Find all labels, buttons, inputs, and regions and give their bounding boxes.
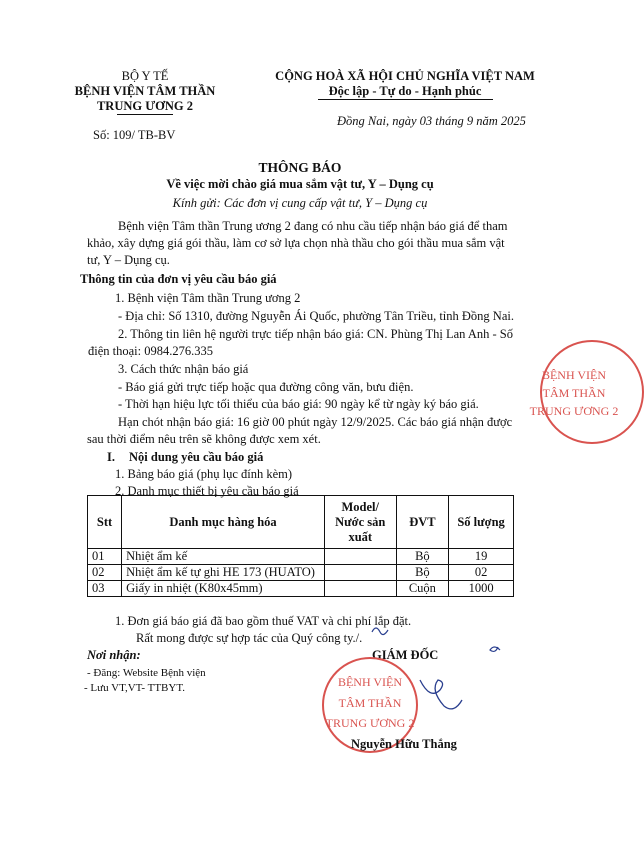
items-table	[87, 495, 514, 597]
request-item: 2. Danh mục thiết bị yêu cầu báo giá	[115, 484, 299, 498]
signer-name: Nguyễn Hữu Thắng	[351, 737, 457, 751]
cell-stt: 03	[88, 581, 122, 597]
table-row	[88, 549, 514, 565]
info-address: - Địa chỉ: Số 1310, đường Nguyễn Ái Quốc, phường Tân Triều, tỉnh Đồng Nai.	[118, 309, 514, 323]
header-right-rule	[318, 99, 493, 100]
header-left-rule	[117, 114, 173, 115]
cell-unit: Cuộn	[396, 581, 449, 597]
notice-title: THÔNG BÁO	[258, 160, 342, 175]
stamp-line: TÂM THẦN	[542, 386, 606, 400]
stamp-line: TÂM THẦN	[338, 696, 402, 710]
recipient-item: - Lưu VT,VT- TTBYT.	[84, 682, 185, 694]
edge-stamp	[529, 340, 644, 444]
header-unit: ĐVT	[396, 496, 449, 549]
cell-item: Nhiệt ẩm kế	[122, 549, 325, 565]
deadline-line: sau thời điểm nêu trên sẽ không được xem xét.	[87, 432, 321, 446]
intro-line: khảo, xây dựng giá gói thầu, làm cơ sở lựa chọn nhà thầu cho gói thầu mua sắm vật	[87, 236, 505, 250]
cell-item: Giấy in nhiệt (K80x45mm)	[122, 581, 325, 597]
cell-stt: 02	[88, 565, 122, 581]
request-item: 1. Bảng báo giá (phụ lục đính kèm)	[115, 467, 293, 481]
header-model-line: xuất	[348, 529, 373, 544]
notice-subject: Về việc mời chào giá mua sắm vật tư, Y – Dụng cụ	[166, 177, 434, 191]
header-model-line: Model/	[341, 499, 379, 514]
national-motto: Độc lập - Tự do - Hạnh phúc	[328, 84, 482, 98]
intro-line: Bệnh viện Tâm thần Trung ương 2 đang có nhu cầu tiếp nhận báo giá để tham	[118, 219, 508, 233]
stamp-line: BỆNH VIỆN	[541, 368, 607, 382]
table-header-row	[88, 496, 514, 549]
place-date: Đồng Nai, ngày 03 tháng 9 năm 2025	[337, 114, 526, 128]
closing-line: Rất mong được sự hợp tác của Quý công ty./.	[136, 631, 363, 645]
cell-stt: 01	[88, 549, 122, 565]
stamp-line: BỆNH VIỆN	[337, 675, 403, 689]
deadline-line: Hạn chót nhận báo giá: 16 giờ 00 phút ngày 12/9/2025. Các báo giá nhận được	[118, 415, 513, 429]
recipients-title: Nơi nhận:	[87, 648, 141, 662]
info-item: 3. Cách thức nhận báo giá	[118, 362, 249, 376]
cell-quantity: 02	[449, 565, 514, 581]
cell-unit: Bộ	[396, 549, 449, 565]
cell-model	[324, 565, 396, 581]
info-item: - Thời hạn hiệu lực tối thiểu của báo giá: 90 ngày kể từ ngày ký báo giá.	[118, 397, 479, 411]
recipient-item: - Đăng: Website Bệnh viện	[87, 667, 206, 679]
cell-quantity: 1000	[449, 581, 514, 597]
stamp-line: TRUNG ƯƠNG 2	[529, 404, 619, 418]
header-quantity: Số lượng	[449, 496, 514, 549]
intro-line: tư, Y – Dụng cụ.	[87, 253, 170, 267]
hospital-name-line2: TRUNG ƯƠNG 2	[96, 99, 194, 113]
header-stt: Stt	[88, 496, 122, 549]
section-request-number: I.	[107, 450, 115, 464]
hospital-name-line1: BỆNH VIỆN TÂM THẦN	[74, 84, 216, 98]
stamp-line: TRUNG ƯƠNG 2	[325, 716, 415, 730]
info-item: 2. Thông tin liên hệ người trực tiếp nhận báo giá: CN. Phùng Thị Lan Anh - Số	[118, 327, 514, 341]
cell-unit: Bộ	[396, 565, 449, 581]
info-item: - Báo giá gửi trực tiếp hoặc qua đường công văn, bưu điện.	[118, 380, 414, 394]
price-note: 1. Đơn giá báo giá đã bao gồm thuế VAT và chi phí lắp đặt.	[115, 614, 412, 628]
header-model-line: Nước sản	[335, 514, 386, 529]
info-item: 1. Bệnh viện Tâm thần Trung ương 2	[115, 291, 301, 305]
notice-recipient: Kính gửi: Các đơn vị cung cấp vật tư, Y – Dụng cụ	[172, 196, 428, 210]
cell-model	[324, 581, 396, 597]
cell-model	[324, 549, 396, 565]
national-title: CỘNG HOÀ XÃ HỘI CHỦ NGHĨA VIỆT NAM	[275, 69, 535, 83]
header-model	[324, 496, 396, 549]
table-row	[88, 565, 514, 581]
ministry: BỘ Y TẾ	[121, 69, 169, 83]
document-number: Số: 109/ TB-BV	[93, 128, 176, 142]
table-row	[88, 581, 514, 597]
header-item: Danh mục hàng hóa	[122, 496, 325, 549]
info-item: điện thoại: 0984.276.335	[88, 344, 213, 358]
section-info-heading: Thông tin của đơn vị yêu cầu báo giá	[80, 272, 277, 286]
cell-quantity: 19	[449, 549, 514, 565]
cell-item: Nhiệt ẩm kế tự ghi HE 173 (HUATO)	[122, 565, 325, 581]
signer-title: GIÁM ĐỐC	[372, 648, 439, 662]
section-request-heading: Nội dung yêu cầu báo giá	[129, 450, 264, 464]
